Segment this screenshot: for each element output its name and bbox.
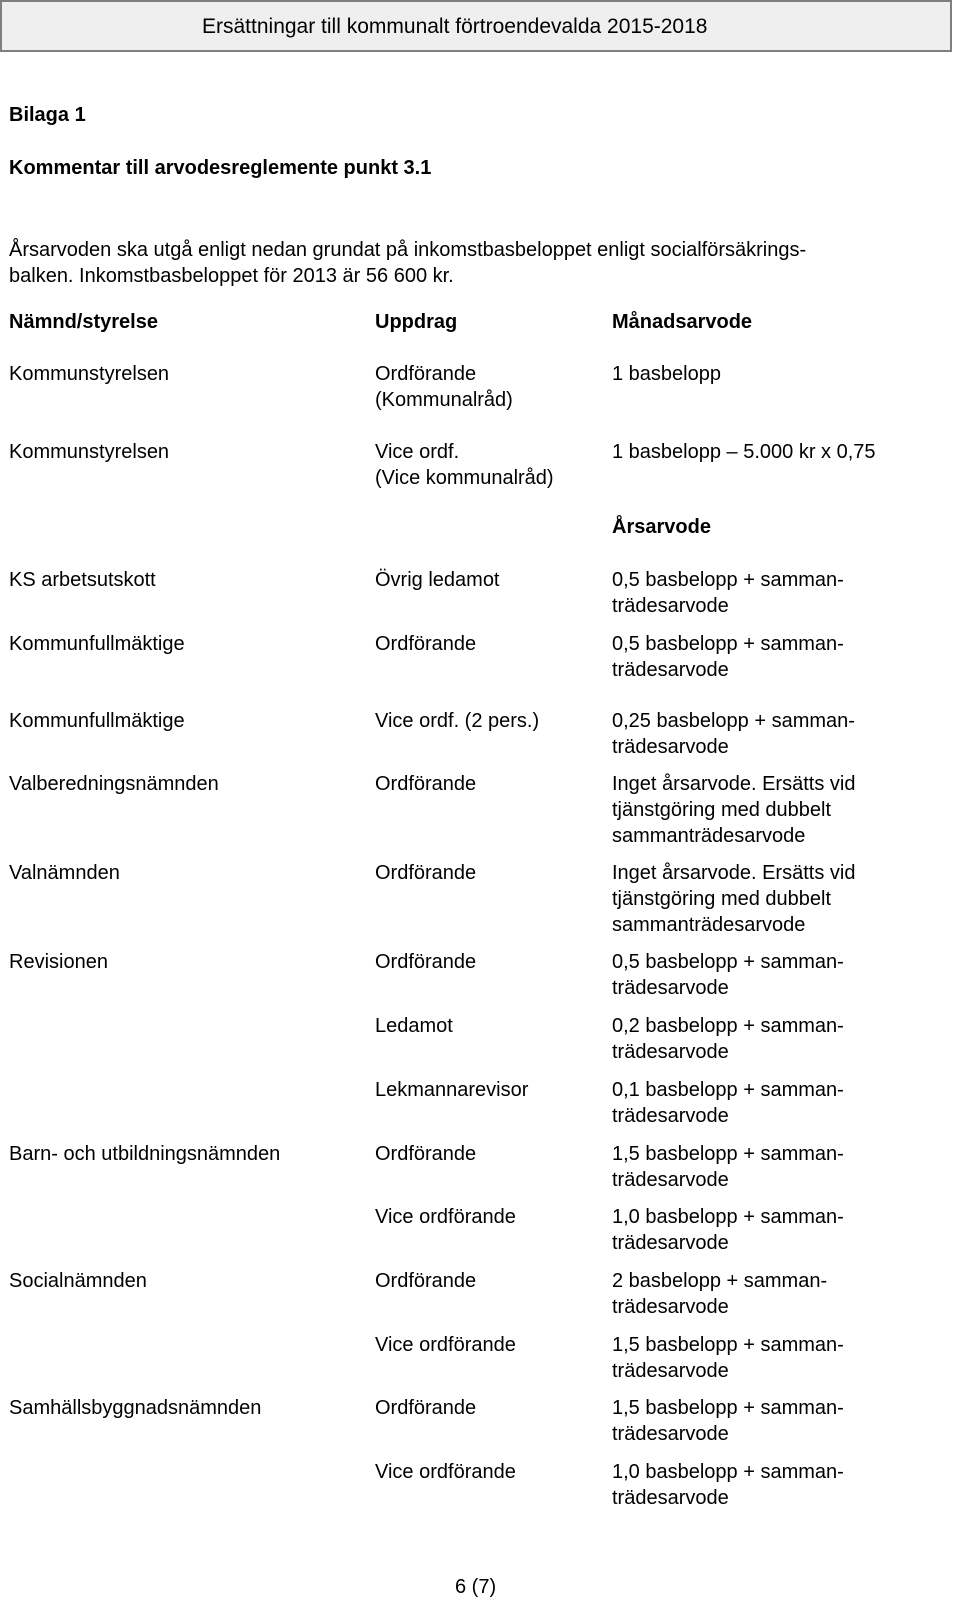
- table-row: [0, 1013, 960, 1073]
- role-line: Ordförande: [375, 773, 477, 795]
- fee-cell: [612, 1141, 844, 1193]
- fee-line: sammanträdesarvode: [612, 914, 806, 936]
- committee-name: Valberedningsnämnden: [9, 773, 219, 795]
- role-cell: [375, 1204, 516, 1230]
- fee-cell: [612, 949, 844, 1001]
- fee-line: trädesarvode: [612, 1232, 729, 1254]
- column-header-annual-fee: Årsarvode: [612, 516, 711, 538]
- committee-cell: [9, 949, 108, 975]
- fee-cell: [612, 1013, 844, 1065]
- fee-line: 1,5 basbelopp + samman-: [612, 1397, 844, 1419]
- committee-cell: [9, 567, 156, 593]
- fee-line: 2 basbelopp + samman-: [612, 1270, 828, 1292]
- annual-header-row: [0, 514, 960, 574]
- committee-cell: [9, 1141, 280, 1167]
- role-line: Övrig ledamot: [375, 569, 500, 591]
- table-row: [0, 567, 960, 627]
- fee-line: 0,5 basbelopp + samman-: [612, 569, 844, 591]
- committee-cell: [9, 1268, 147, 1294]
- fee-line: trädesarvode: [612, 1487, 729, 1509]
- fee-cell: [612, 1459, 844, 1511]
- role-line: Ordförande: [375, 1143, 477, 1165]
- role-cell: [375, 1332, 516, 1358]
- table-row: [0, 1268, 960, 1328]
- fee-line: Inget årsarvode. Ersätts vid: [612, 862, 856, 884]
- column-header-body: Nämnd/styrelse: [9, 311, 158, 333]
- table-row: [0, 439, 960, 499]
- table-row: [0, 1141, 960, 1201]
- table-row: [0, 771, 960, 847]
- fee-line: 1 basbelopp: [612, 363, 721, 385]
- fee-line: trädesarvode: [612, 1041, 729, 1063]
- role-line: (Kommunalråd): [375, 389, 513, 411]
- role-cell: [375, 708, 539, 734]
- role-cell: [375, 949, 476, 975]
- role-line: Vice ordförande: [375, 1206, 516, 1228]
- role-cell: [375, 567, 500, 593]
- committee-name: Valnämnden: [9, 862, 120, 884]
- fee-line: trädesarvode: [612, 1169, 729, 1191]
- committee-name: Kommunfullmäktige: [9, 710, 185, 732]
- role-cell: [375, 1141, 476, 1167]
- fee-cell: [612, 361, 721, 387]
- committee-cell: [9, 631, 185, 657]
- fee-cell: [612, 1077, 844, 1129]
- column-header-role: Uppdrag: [375, 311, 458, 333]
- committee-cell: [9, 439, 169, 465]
- role-cell: [375, 361, 513, 413]
- role-line: Ordförande: [375, 1270, 477, 1292]
- role-line: Ledamot: [375, 1015, 453, 1037]
- fee-line: 0,2 basbelopp + samman-: [612, 1015, 844, 1037]
- comment-title: Kommentar till arvodesreglemente punkt 3.1: [9, 157, 432, 179]
- committee-name: Kommunstyrelsen: [9, 363, 170, 385]
- table-row: [0, 1077, 960, 1137]
- role-line: Vice ordförande: [375, 1461, 516, 1483]
- fee-cell: [612, 567, 844, 619]
- fee-line: 1,0 basbelopp + samman-: [612, 1461, 844, 1483]
- table-row: [0, 1395, 960, 1455]
- committee-name: Samhällsbyggnadsnämnden: [9, 1397, 262, 1419]
- committee-name: Kommunstyrelsen: [9, 441, 170, 463]
- role-line: Vice ordförande: [375, 1334, 516, 1356]
- table-row: [0, 860, 960, 936]
- fee-line: 1,5 basbelopp + samman-: [612, 1143, 844, 1165]
- role-line: Vice ordf. (2 pers.): [375, 710, 540, 732]
- table-row: [0, 708, 960, 768]
- intro-line: balken. Inkomstbasbeloppet för 2013 är 56 600 kr.: [9, 265, 454, 287]
- committee-name: KS arbetsutskott: [9, 569, 156, 591]
- committee-name: Revisionen: [9, 951, 108, 973]
- committee-name: Socialnämnden: [9, 1270, 147, 1292]
- committee-cell: [9, 708, 185, 734]
- document-title: Ersättningar till kommunalt förtroendevalda 2015-2018: [202, 15, 708, 38]
- fee-line: trädesarvode: [612, 1360, 729, 1382]
- fee-line: 1 basbelopp – 5.000 kr x 0,75: [612, 441, 876, 463]
- fee-line: 1,5 basbelopp + samman-: [612, 1334, 844, 1356]
- committee-cell: [9, 361, 169, 387]
- role-line: Vice ordf.: [375, 441, 460, 463]
- table-row: [0, 1204, 960, 1264]
- fee-line: trädesarvode: [612, 977, 729, 999]
- fee-cell: [612, 1204, 844, 1256]
- fee-line: sammanträdesarvode: [612, 825, 806, 847]
- intro-line: Årsarvoden ska utgå enligt nedan grundat på inkomstbasbeloppet enligt socialförsäkrings-: [9, 239, 807, 261]
- fee-cell: [612, 1332, 844, 1384]
- fee-cell: [612, 771, 855, 849]
- fee-line: 0,5 basbelopp + samman-: [612, 951, 844, 973]
- committee-cell: [9, 860, 120, 886]
- fee-line: 1,0 basbelopp + samman-: [612, 1206, 844, 1228]
- fee-line: trädesarvode: [612, 595, 729, 617]
- role-line: Ordförande: [375, 1397, 477, 1419]
- role-cell: [375, 860, 476, 886]
- role-cell: [375, 1268, 476, 1294]
- page-number: 6 (7): [455, 1576, 497, 1598]
- fee-line: 0,5 basbelopp + samman-: [612, 633, 844, 655]
- table-row: [0, 1459, 960, 1519]
- role-line: Ordförande: [375, 633, 477, 655]
- fee-line: Inget årsarvode. Ersätts vid: [612, 773, 856, 795]
- fee-line: trädesarvode: [612, 736, 729, 758]
- column-header-monthly-fee: Månadsarvode: [612, 311, 753, 333]
- fee-line: trädesarvode: [612, 1296, 729, 1318]
- fee-line: tjänstgöring med dubbelt: [612, 888, 832, 910]
- intro-paragraph: [9, 237, 806, 289]
- table-row: [0, 949, 960, 1009]
- appendix-label: Bilaga 1: [9, 104, 86, 126]
- fee-line: trädesarvode: [612, 1423, 729, 1445]
- table-row: [0, 1332, 960, 1392]
- role-line: (Vice kommunalråd): [375, 467, 554, 489]
- fee-cell: [612, 708, 855, 760]
- fee-cell: [612, 1268, 827, 1320]
- fee-cell: [612, 1395, 844, 1447]
- role-line: Ordförande: [375, 363, 477, 385]
- fee-cell: [612, 860, 855, 938]
- table-row: [0, 361, 960, 421]
- fee-line: trädesarvode: [612, 659, 729, 681]
- role-line: Lekmannarevisor: [375, 1079, 529, 1101]
- table-row: [0, 631, 960, 691]
- committee-name: Barn- och utbildningsnämnden: [9, 1143, 281, 1165]
- committee-cell: [9, 771, 219, 797]
- fee-line: tjänstgöring med dubbelt: [612, 799, 832, 821]
- role-line: Ordförande: [375, 951, 477, 973]
- role-cell: [375, 631, 476, 657]
- committee-cell: [9, 1395, 261, 1421]
- fee-line: 0,1 basbelopp + samman-: [612, 1079, 844, 1101]
- role-cell: [375, 1395, 476, 1421]
- fee-cell: [612, 631, 844, 683]
- document-header: [0, 0, 952, 52]
- fee-line: trädesarvode: [612, 1105, 729, 1127]
- role-cell: [375, 1013, 453, 1039]
- role-cell: [375, 771, 476, 797]
- role-cell: [375, 1459, 516, 1485]
- fee-cell: [612, 439, 876, 465]
- role-cell: [375, 1077, 528, 1103]
- role-cell: [375, 439, 554, 491]
- table-header-row: [0, 309, 960, 369]
- committee-name: Kommunfullmäktige: [9, 633, 185, 655]
- role-line: Ordförande: [375, 862, 477, 884]
- fee-line: 0,25 basbelopp + samman-: [612, 710, 855, 732]
